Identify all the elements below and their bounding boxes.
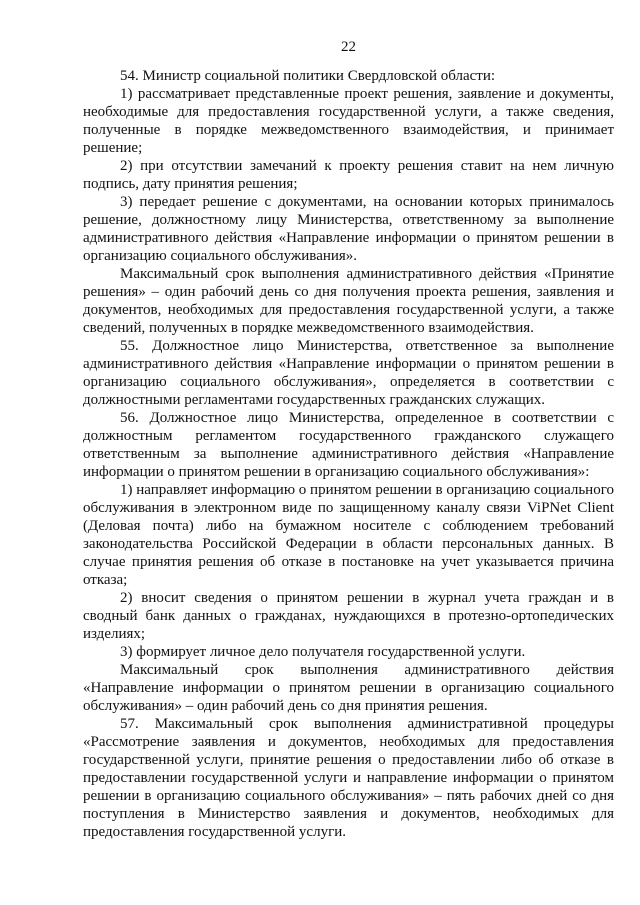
- paragraph-54-item-2: 2) при отсутствии замечаний к проекту решения ставит на нем личную подпись, дату принятия решения;: [83, 158, 614, 192]
- paragraph-56-item-3: 3) формирует личное дело получателя государственной услуги.: [120, 644, 526, 660]
- paragraph-56-item-2: 2) вносит сведения о принятом решении в журнал учета граждан и в сводный банк данных о гражданах, нуждающихся в протезно-ортопедических изделиях;: [83, 590, 614, 642]
- paragraph-54: 54. Министр социальной политики Свердловской области:: [120, 68, 496, 84]
- paragraph-54-item-1: 1) рассматривает представленные проект решения, заявление и документы, необходимые для предоставления государственной услуги, а также сведения, полученные в порядке межведомственного взаимодействия, и принимает решение;: [83, 86, 614, 156]
- paragraph-55: 55. Должностное лицо Министерства, ответственное за выполнение административного действия «Направление информации о принятом решении в организацию социального обслуживания», определяется в соответствии с должностными регламентами государственных гражданских служащих.: [83, 338, 614, 408]
- paragraph-54-item-3: 3) передает решение с документами, на основании которых принималось решение, должностному лицу Министерства, ответственному за выполнение административного действия «Направление информации о принятом решении в организацию социального обслуживания».: [83, 194, 614, 264]
- paragraph-57: 57. Максимальный срок выполнения административной процедуры «Рассмотрение заявления и документов, необходимых для предоставления государственной услуги, принятие решения о предоставлении либо об отказе в предоставлении государственной услуги и направление информации о принятом решении в организацию социального обслуживания» – пять рабочих дней со дня поступления в Министерство заявления и документов, необходимых для предоставления государственной услуги.: [83, 716, 614, 840]
- paragraph-54-deadline: Максимальный срок выполнения административного действия «Принятие решения» – один рабочий день со дня получения проекта решения, заявления и документов, необходимых для предоставления государственной услуги, а также сведений, полученных в порядке межведомственного взаимодействия.: [83, 266, 614, 336]
- paragraph-56: 56. Должностное лицо Министерства, определенное в соответствии с должностным регламентом государственного гражданского служащего ответственным за выполнение административного действия «Направление информации о принятом решении в организацию социального обслуживания»:: [83, 410, 614, 480]
- paragraph-56-item-1: 1) направляет информацию о принятом решении в организацию социального обслуживания в электронном виде по защищенному каналу связи ViPNet Client (Деловая почта) либо на бумажном носителе с соблюдением требований законодательства Российской Федерации в области персональных данных. В случае принятия решения об отказе в постановке на учет указывается причина отказа;: [83, 482, 614, 588]
- paragraph-56-deadline: Максимальный срок выполнения административного действия «Направление информации о принятом решении в организацию социального обслуживания» – один рабочий день со дня принятия решения.: [83, 662, 614, 714]
- page-number: 22: [341, 39, 356, 55]
